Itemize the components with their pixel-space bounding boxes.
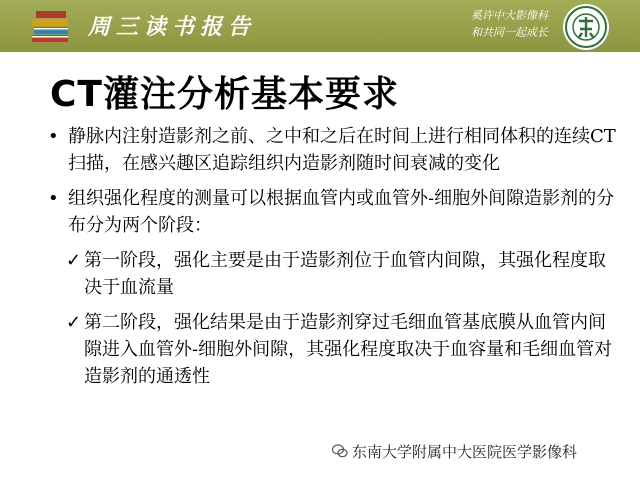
sub-item: [66, 247, 618, 301]
sub-item-text: 第二阶段，强化结果是由于造影剂穿过毛细血管基底膜从血管内间隙进入血管外-细胞外间隙，其强化程度取决于血容量和毛细血管对造影剂的通透性: [84, 312, 613, 387]
bullet-dot-icon: •: [48, 126, 59, 147]
hospital-emblem-icon: [562, 3, 610, 51]
bullet-text: 组织强化程度的测量可以根据血管内或血管外-细胞外间隙造影剂的分布分为两个阶段：: [68, 188, 615, 236]
bullet-item: [48, 185, 618, 239]
checkmark-icon: ✓: [66, 250, 82, 271]
header-title: 周三读书报告: [88, 14, 257, 40]
header-slogan: [457, 7, 548, 41]
header-band: [0, 0, 640, 52]
footer-watermark: 东南大学附属中大医院医学影像科: [352, 443, 578, 461]
bullet-item: [48, 123, 618, 177]
wechat-icon: [332, 443, 348, 459]
bullet-dot-icon: •: [48, 188, 59, 209]
slide-content: [48, 123, 618, 398]
checkmark-icon: ✓: [66, 312, 82, 333]
sub-item: [66, 309, 618, 390]
books-logo-icon: [30, 5, 72, 45]
sub-item-text: 第一阶段，强化主要是由于造影剂位于血管内间隙，其强化程度取决于血流量: [84, 250, 606, 298]
slide-title: CT灌注分析基本要求: [50, 74, 399, 115]
slogan-line-1: 奚许中大影像科: [471, 9, 548, 22]
slogan-line-2: 和共同一起成长: [471, 26, 548, 39]
bullet-text: 静脉内注射造影剂之前、之中和之后在时间上进行相同体积的连续CT扫描，在感兴趣区追踪组织内造影剂随时间衰减的变化: [68, 126, 616, 174]
